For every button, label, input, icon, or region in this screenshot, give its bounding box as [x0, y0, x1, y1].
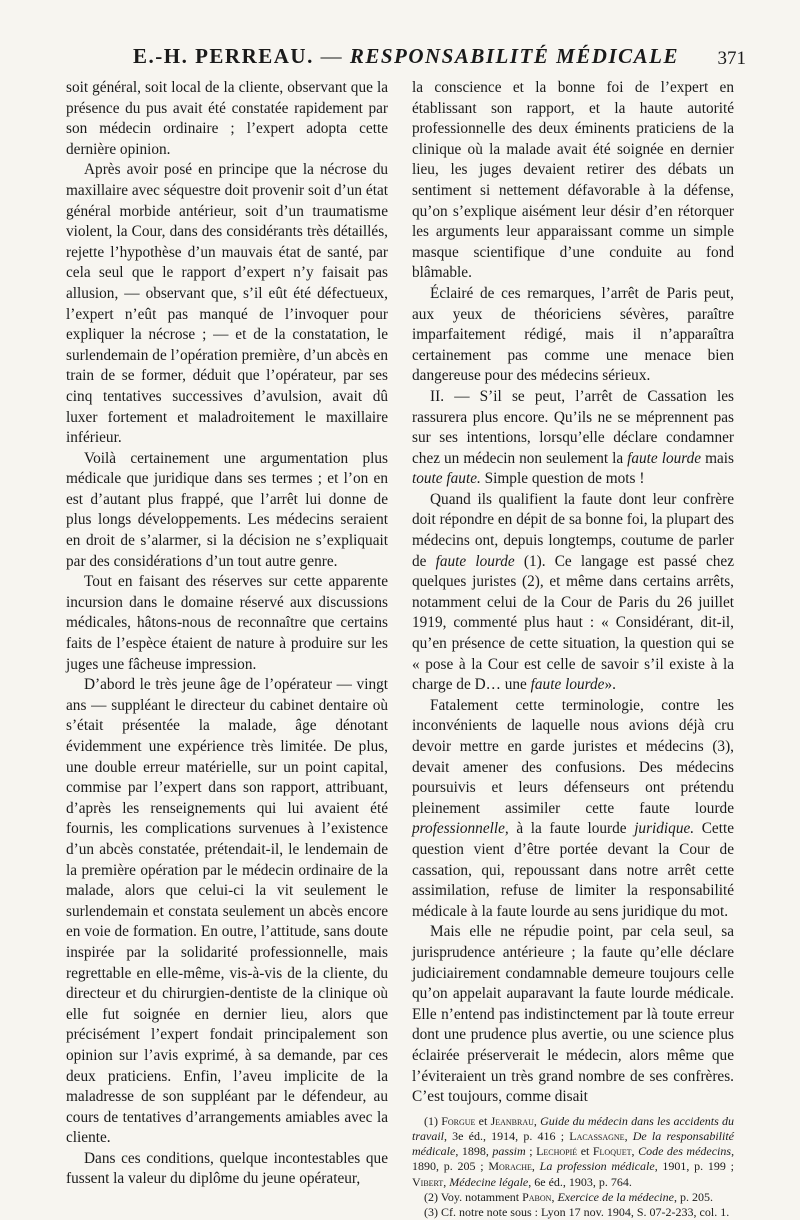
- paragraph: D’abord le très jeune âge de l’opérateur — vingt ans — suppléant le directeur du cabinet dentaire où s’était présentée la malade, âge dénotant évidemment une expérience très limitée. De plus, une double erreur matérielle, sur un point capital, commise par l’expert dans son rapport, attribuant, d’après les renseignements qui lui avaient été fournis, les complications survenues à l’existence d’un abcès constatée, prétendait-il, le lendemain de la première opération par le médecin ordinaire de la malade, alors que celui-ci la vit seulement le surlendemain et constata seulement un abcès encore en voie de formation. En outre, l’attitude, sans doute inspirée par la solidarité professionnelle, mais regrettable en elle-même, vis-à-vis de la cliente, du directeur et du chirurgien-dentiste de la clinique où elle fut soignée en dernier lieu, alors que précisément l’expert fondait principalement son opinion sur l’avis exprimé, à sa demande, par ces deux praticiens. Enfin, l’aveu implicite de la maladresse de son suppléant par le défendeur, au cours de tentatives d’arrangements amiables avec la cliente.: [66, 676, 388, 1147]
- footnote-2: (2) Voy. notamment Pabon, Exercice de la médecine, p. 205.: [424, 1189, 713, 1204]
- footnote-title: La profession médicale: [539, 1159, 655, 1174]
- paragraph: [412, 490, 734, 696]
- footnote-title: De la responsabilité médicale: [412, 1128, 734, 1159]
- text-run: , 1890, p. 205 ;: [412, 1144, 735, 1174]
- footnote-title: Médecine légale: [449, 1174, 529, 1189]
- page-number: 371: [717, 48, 746, 69]
- paragraph: Tout en faisant des réserves sur cette apparente incursion dans le domaine réservé aux discussions médicales, hâtons-nous de reconnaître que certains faits de l’espèce étaient de nature à produire sur les juges une fâcheuse impression.: [66, 573, 388, 673]
- right-column: [412, 78, 734, 1220]
- text-run: , p. 205.: [673, 1189, 713, 1204]
- paragraph: Après avoir posé en principe que la nécrose du maxillaire avec séquestre doit provenir soit d’un état général morbide antérieur, soit d’un traumatisme violent, la Cour, dans des considérants très détaillés, rejette l’hypothèse d’un mauvais état de santé, par cela seul que le rapport d’expert n’y faisait pas allusion, — observant que, s’il eût été défectueux, l’expert n’eût pas manqué de l’invoquer pour expliquer la nécrose ; — et de la constatation, le surlendemain de l’opération première, d’un abcès en train de se former, déduit que l’opérateur, par ses cinq tentatives successives d’avulsion, avait dû luxer fortement et maladroitement le maxillaire inférieur.: [66, 161, 388, 447]
- text-run: ».: [604, 676, 616, 694]
- text-run: et: [580, 1144, 590, 1159]
- text-run: (1). Ce langage est passé chez quelques juristes (2), et même dans certains arrêts, notamment celui de la Cour de Paris du 26 juillet 1919, commenté plus haut : « Considérant, dit-il, qu’en présence de cette situation, la question qui se « pose à la Cour est celle de savoir s’il existe à la charge de D… une: [412, 552, 734, 694]
- paragraph: Dans ces conditions, quelque incontestables que fussent la valeur du diplôme du jeune opérateur,: [66, 1149, 388, 1188]
- footnotes: [412, 1114, 734, 1220]
- footnote-title: Guide du médecin dans les accidents du travail: [412, 1113, 735, 1143]
- footnote-author: Forgue: [441, 1113, 476, 1128]
- text-run: , 1901, p. 199 ;: [654, 1159, 735, 1174]
- running-title: [66, 44, 746, 69]
- footnote-author: Jeanbrau: [490, 1113, 534, 1128]
- text-run: ;: [529, 1144, 533, 1159]
- text-run: (2) Voy. notamment: [424, 1189, 520, 1204]
- footnote-author: Morache: [488, 1159, 532, 1174]
- text-run: , 3e éd., 1914, p. 416 ;: [444, 1128, 565, 1143]
- footnote-author: Lacassagne: [569, 1128, 625, 1143]
- text-run: à la faute lourde: [516, 820, 627, 838]
- text-run: , 1898,: [455, 1144, 489, 1159]
- paragraph: soit général, soit local de la cliente, observant que la présence du pus avait été constatée rapidement par son médecin ordinaire ; l’expert adopta cette dernière opinion.: [66, 79, 388, 158]
- paragraph: [412, 696, 734, 923]
- text-run: mais: [705, 449, 735, 467]
- header-subject: RESPONSABILITÉ MÉDICALE: [349, 44, 679, 68]
- footnote-author: Lechopié: [536, 1144, 578, 1159]
- paragraph: Éclairé de ces remarques, l’arrêt de Paris peut, aux yeux de théoriciens sévères, paraître imparfaitement rédigé, mais il n’apparaîtra certainement pas comme une menace bien dangereuse pour des médecins sérieux.: [412, 284, 734, 385]
- text-run: , 6e éd., 1903, p. 764.: [528, 1174, 632, 1189]
- footnote-author: Floquet: [592, 1144, 632, 1159]
- paragraph: Voilà certainement une argumentation plus médicale que juridique dans ses termes ; et l’on en est d’autant plus frappé, que l’arrêt lui donne de plus longs développements. Les médecins seraient en droit de s’alarmer, si la décision ne s’expliquait par des considérations d’un tout autre genre.: [66, 449, 388, 570]
- paragraph: [412, 387, 734, 490]
- footnote-1: (1) Forgue et Jeanbrau, Guide du médecin dans les accidents du travail, 3e éd., 1914, p. 416 ; Lacassagne, De la responsabilité médicale, 1898, passim ; Lechopié et Floquet, Code des médecins, 1890, p. 205 ; Morache, La profession médicale, 1901, p. 199 ; Vibert, Médecine légale, 6e éd., 1903, p. 764.: [412, 1113, 735, 1189]
- footnote-title: Code des médecins: [638, 1144, 732, 1159]
- footnote-title: passim: [492, 1144, 526, 1159]
- footnote-author: Pabon: [522, 1189, 552, 1204]
- emphasis: toute faute.: [412, 470, 481, 488]
- footnote-title: Exercice de la médecine: [557, 1189, 674, 1204]
- footnote-author: Vibert: [412, 1174, 444, 1189]
- text-run: Quand ils qualifient la faute dont leur confrère doit répondre en dépit de sa bonne foi, la plupart des médecins ont, depuis longtemps, coutume de parler de: [412, 490, 734, 570]
- header-dash: —: [320, 44, 344, 68]
- emphasis: juridique.: [634, 820, 695, 838]
- text-run: Fatalement cette terminologie, contre les inconvénients de laquelle nous avions déjà cru devoir mettre en garde juristes et médecins (3), devait amener des confusions. Des médecins poursuivis et leurs défenseurs ont prétendu pleinement assimiler cette faute lourde: [412, 696, 734, 817]
- text-run: Cette question vient d’être portée devant la Cour de cassation, qui, repoussant dans notre arrêt cette assimilation, refuse de limiter la responsabilité médicale à la faute lourde au sens juridique du mot.: [412, 820, 734, 920]
- text-run: et: [478, 1113, 488, 1128]
- footnote-3: (3) Cf. notre note sous : Lyon 17 nov. 1904, S. 07-2-233, col. 1.: [424, 1204, 730, 1219]
- emphasis: faute lourde: [627, 449, 702, 467]
- text-run: II. — S’il se peut, l’arrêt de Cassation les rassurera plus encore. Qu’ils ne se méprennent pas sur ses intentions, lorsqu’elle déclare condamner chez un médecin non seulement la: [412, 387, 734, 467]
- paragraph: la conscience et la bonne foi de l’expert en établissant son rapport, et la haute autorité professionnelle des deux éminents praticiens de la clinique où la malade avait été soignée en dernier lieu, les juges devaient retirer des débats un sentiment si nettement défavorable à la défense, qu’on s’explique aisément leur désir d’en rétorquer les arguments leur apparaissant comme un simple masque scientifique d’une conduite au fond blâmable.: [412, 79, 734, 282]
- emphasis: faute lourde: [530, 676, 605, 694]
- header-author: E.-H. PERREAU.: [132, 44, 314, 68]
- left-column: [66, 78, 388, 1190]
- emphasis: faute lourde: [435, 552, 515, 570]
- running-header: [66, 44, 746, 70]
- footnote-marker: (1): [424, 1113, 438, 1128]
- paragraph: Mais elle ne répudie point, par cela seul, sa jurisprudence antérieure ; la faute qu’elle déclare judiciairement condamnable demeure toujours celle qu’on appelait auparavant la faute lourde médicale. Elle n’entend pas indistinctement par là toute erreur dont une prudence plus avertie, ou une science plus éclairée préserverait le médecin, alors même que l’éviteraient un très grand nombre de ses confrères. C’est toujours, comme disait: [412, 923, 734, 1106]
- emphasis: professionnelle,: [412, 820, 509, 838]
- text-run: Simple question de mots !: [484, 470, 645, 488]
